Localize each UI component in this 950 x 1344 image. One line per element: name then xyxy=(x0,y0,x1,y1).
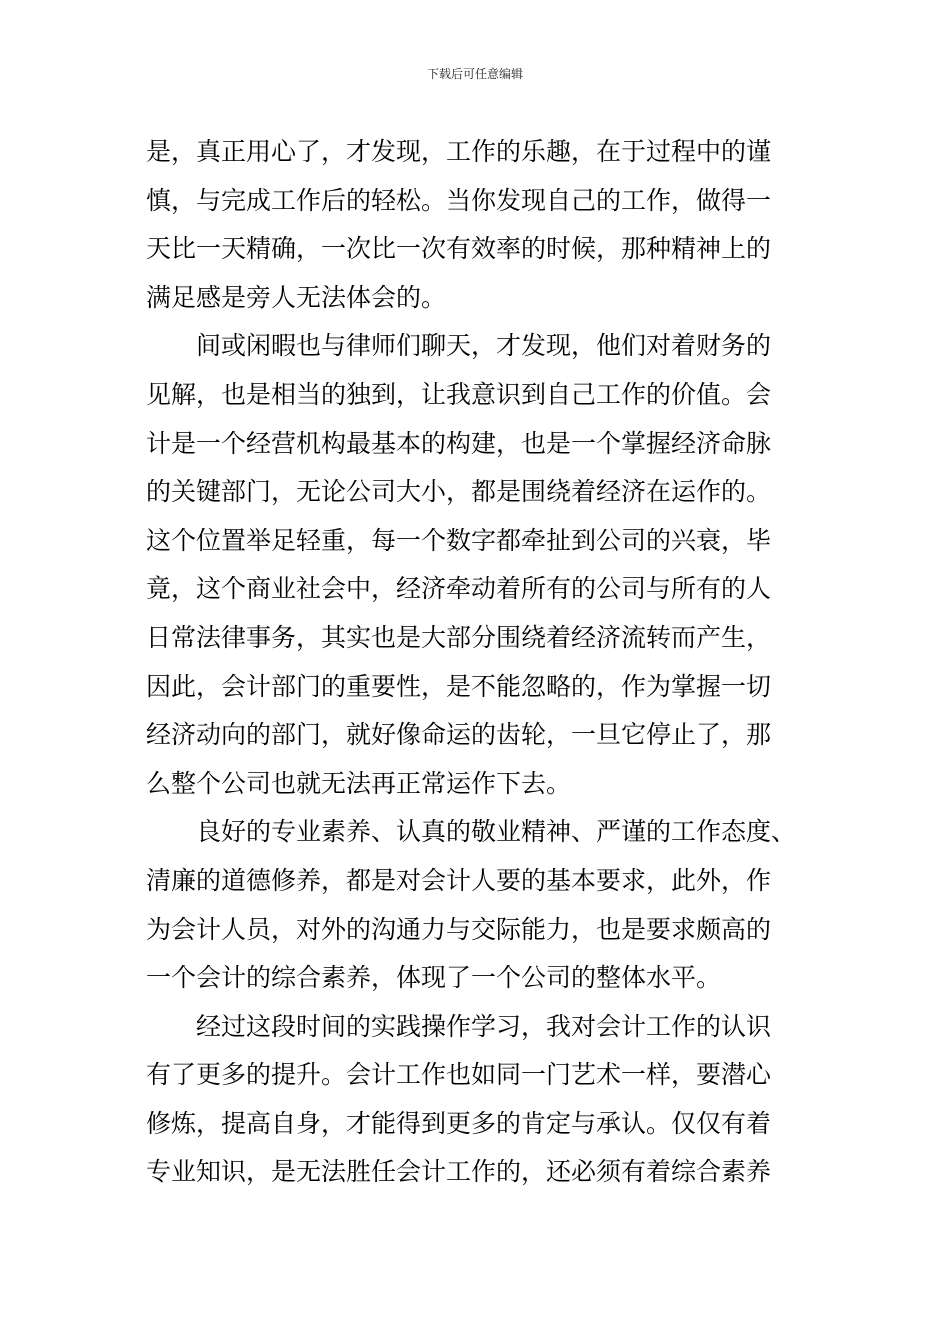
text-line: 有了更多的提升。会计工作也如同一门艺术一样，要潜心 xyxy=(146,1060,772,1090)
text-line: 这个位置举足轻重，每一个数字都牵扯到公司的兴衰，毕 xyxy=(146,525,772,555)
paragraph-1 xyxy=(146,128,811,322)
page-header-note: 下载后可任意编辑 xyxy=(426,67,523,81)
text-line: 见解，也是相当的独到，让我意识到自己工作的价值。会 xyxy=(146,379,772,409)
text-line: 日常法律事务，其实也是大部分围绕着经济流转而产生， xyxy=(146,622,772,652)
document-body xyxy=(146,128,811,1197)
text-line: 经济动向的部门，就好像命运的齿轮，一旦它停止了，那 xyxy=(146,720,772,750)
text-line: 的关键部门，无论公司大小，都是围绕着经济在运作的。 xyxy=(146,477,772,507)
paragraph-2 xyxy=(146,322,811,808)
text-line: 修炼，提高自身，才能得到更多的肯定与承认。仅仅有着 xyxy=(146,1108,772,1138)
text-line: 专业知识，是无法胜任会计工作的，还必须有着综合素养 xyxy=(146,1157,772,1187)
text-line: 是，真正用心了，才发现，工作的乐趣，在于过程中的谨 xyxy=(146,137,772,166)
text-line: 天比一天精确，一次比一次有效率的时候，那种精神上的 xyxy=(146,234,772,264)
text-line: 么整个公司也就无法再正常运作下去。 xyxy=(146,768,572,798)
text-line: 慎，与完成工作后的轻松。当你发现自己的工作，做得一 xyxy=(146,185,772,215)
text-line: 计是一个经营机构最基本的构建，也是一个掌握经济命脉 xyxy=(146,428,772,458)
text-line: 竟，这个商业社会中，经济牵动着所有的公司与所有的人 xyxy=(146,574,772,604)
paragraph-4 xyxy=(146,1003,811,1197)
text-line: 一个会计的综合素养，体现了一个公司的整体水平。 xyxy=(146,963,722,993)
text-line: 经过这段时间的实践操作学习，我对会计工作的认识 xyxy=(196,1011,772,1041)
text-line: 良好的专业素养、认真的敬业精神、严谨的工作态度、 xyxy=(196,817,797,847)
text-line: 为会计人员，对外的沟通力与交际能力，也是要求颇高的 xyxy=(146,914,772,944)
text-line: 因此，会计部门的重要性，是不能忽略的，作为掌握一切 xyxy=(146,671,772,701)
paragraph-3 xyxy=(146,808,811,1002)
text-line: 间或闲暇也与律师们聊天，才发现，他们对着财务的 xyxy=(196,331,772,361)
text-line: 满足感是旁人无法体会的。 xyxy=(146,282,447,312)
text-line: 清廉的道德修养，都是对会计人要的基本要求，此外，作 xyxy=(146,865,772,895)
